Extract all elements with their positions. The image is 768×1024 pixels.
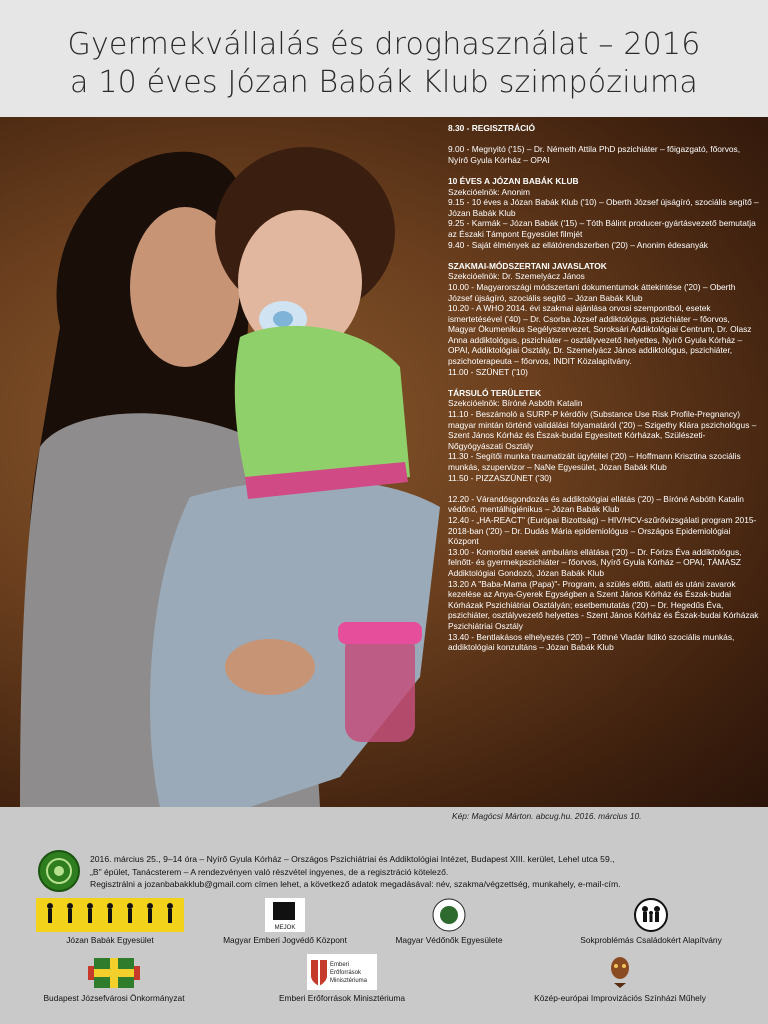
page-title bbox=[0, 0, 768, 102]
program-item: 10.00 - Magyarországi módszertani dokumentumok áttekintése ('20) – Oberth József újságíró, szociális segítő – Józan Babák Klub bbox=[448, 281, 736, 303]
svg-text:Minisztériuma: Minisztériuma bbox=[330, 978, 368, 984]
sponsor-vedonok bbox=[386, 898, 512, 945]
program-schedule bbox=[448, 123, 760, 663]
section-chair: Szekcióelnök: Anonim bbox=[448, 186, 530, 197]
program-item: 9.25 - Karmák – Józan Babák ('15) – Tóth Bálint producer-gyártásvezető bemutatja az Északi Támpont Egyesület filmjét bbox=[448, 218, 756, 239]
event-venue-note: „B" épület, Tanácsterem – A rendezvényen való részvétel ingyenes, de a regisztráció kötelező. bbox=[90, 866, 449, 877]
sponsor-mejok bbox=[205, 898, 365, 945]
event-details bbox=[90, 853, 750, 891]
sponsor-jozsefvaros bbox=[30, 956, 198, 1003]
section-title: 10 ÉVES A JÓZAN BABÁK KLUB bbox=[448, 175, 579, 186]
mejok-logo-icon bbox=[265, 898, 305, 932]
section-10-years bbox=[448, 176, 760, 250]
section-afternoon bbox=[448, 494, 760, 653]
section-chair: Szekcióelnök: Bíróné Asbóth Katalin bbox=[448, 398, 583, 409]
program-item: 10.20 - A WHO 2014. évi szakmai ajánlása orvosi szempontból, esetek ismertetésével ('40) – Dr. Csorba József addiktológus, pszichiáter – főorvos, Magyar Ökumenikus Segélyszervezet, Soroksári Addiktológiai Centrum, Dr. Olasz Anna addiktológus, pszichiáter – osztályvezető helyettes, Nyírő Gyula Kórház – OPAI, Addiktológiai Osztály, Dr. Szemelyácz János addiktológus, pszichiáter, pszichoterapeuta – főorvos, INDIT Közalapítvány. bbox=[448, 303, 752, 367]
section-title: TÁRSULÓ TERÜLETEK bbox=[448, 387, 542, 398]
section-chair: Szekcióelnök: Dr. Szemelyácz János bbox=[448, 271, 585, 282]
sponsor-name: Magyar Védőnők Egyesülete bbox=[395, 935, 503, 945]
family-logo-icon bbox=[630, 898, 672, 932]
sponsor-name: Emberi Erőforrások Minisztériuma bbox=[278, 993, 406, 1003]
coat-of-arms-icon bbox=[86, 956, 142, 990]
event-date-location: 2016. március 25., 9–14 óra – Nyírő Gyula Kórház – Országos Pszichiátriai és Addiktológiai Intézet, Budapest XIII. kerület, Lehel utca 59., bbox=[90, 854, 615, 864]
club-logo-icon bbox=[38, 850, 80, 892]
title-line-1: Gyermekvállalás és droghasználat – 2016 bbox=[67, 27, 701, 62]
section-title: SZAKMAI-MÓDSZERTANI JAVASLATOK bbox=[448, 260, 607, 271]
sponsor-name: Magyar Emberi Jogvédő Központ bbox=[223, 935, 347, 945]
theatre-mask-icon bbox=[605, 954, 635, 990]
program-item: 13.40 - Bentlakásos elhelyezés ('20) – Tóthné Vladár Ildikó szociális munkás, addiktológiai konzultáns – Józan Babák Klub bbox=[448, 631, 735, 653]
program-item: 13.20 A "Baba-Mama (Papa)"- Program, a szülés előtti, alatti és utáni zavarok kezelése az Anya-Gyerek Egységben a Szent János Kórház és Észak-budai Kórházak Pszichiátriai Osztályán; esetbemutatás ('20) – Dr. Hegedűs Éva, pszichiáter, osztályvezető helyettes - Szent János Kórház és Észak-budai Kórházak Pszichiátriai Osztály bbox=[448, 578, 759, 631]
sponsor-name: Budapest Józsefvárosi Önkormányzat bbox=[43, 993, 185, 1003]
sponsor-name: Józan Babák Egyesület bbox=[66, 935, 154, 945]
sponsor-improv-theatre bbox=[505, 954, 735, 1003]
photo-credit: Kép: Magócsi Márton. abcug.hu. 2016. március 10. bbox=[452, 811, 642, 821]
lunch-item: 11.50 - PIZZASZÜNET ('30) bbox=[448, 472, 552, 483]
svg-text:Erőforrások: Erőforrások bbox=[330, 970, 362, 976]
program-item: 9.40 - Saját élmények az ellátórendszerben ('20) – Anonim édesanyák bbox=[448, 239, 708, 250]
title-line-2: a 10 éves Józan Babák Klub szimpóziuma bbox=[70, 65, 698, 100]
sponsor-name: Közép-európai Improvizációs Színházi Műhely bbox=[534, 993, 706, 1003]
section-related-fields bbox=[448, 388, 760, 483]
header bbox=[0, 0, 768, 117]
registration-item: 8.30 - REGISZTRÁCIÓ bbox=[448, 123, 536, 133]
sponsor-sokproblemas bbox=[566, 898, 736, 945]
svg-text:MEJOK: MEJOK bbox=[274, 925, 296, 931]
program-item: 13.00 - Komorbid esetek ambuláns ellátása ('20) – Dr. Fórizs Éva addiktológus, felnőtt- és gyermekpszichiáter – főorvos, Nyírő Gyula Kórház – OPAI, TÁMASZ Addiktológiai Gondozó, Józan Babák Klub bbox=[448, 546, 742, 578]
program-item: 11.10 - Beszámoló a SURP-P kérdőív (Substance Use Risk Profile-Pregnancy) magyar mintán történő validálási folyamatáról ('20) – Szigethy Klára pszichológus – Szent János Kórház és Észak-budai Egyesített Kórházak, Szülészeti-Nőgyógyászati Osztály bbox=[448, 409, 757, 451]
vedonok-logo-icon bbox=[430, 898, 468, 932]
event-registration: Regisztrálni a jozanbabakklub@gmail.com címen lehet, a következő adatok megadásával: név, szakma/végzettség, munkahely, e-mail-cím. bbox=[90, 879, 621, 890]
program-item: 11.30 - Segítői munka traumatizált ügyféllel ('20) – Hoffmann Krisztina szociális munkás, szupervizor – NaNe Egyesület, Józan Babák Klub bbox=[448, 451, 741, 472]
opening-item: 9.00 - Megnyitó ('15) – Dr. Németh Attila PhD pszichiáter – főigazgató, főorvos, Nyírő Gyula Kórház – OPAI bbox=[448, 144, 741, 165]
dancing-figures-logo-icon bbox=[36, 898, 184, 932]
program-item: 12.40 - „HA-REACT" (Európai Bizottság) – HIV/HCV-szűrővizsgálati program 2015-2018-ban ('20) – Dr. Dudás Mária epidemiológus – Országos Epidemiológiai Központ bbox=[448, 514, 757, 547]
section-methodology bbox=[448, 261, 760, 378]
sponsor-jozan-babak bbox=[36, 898, 184, 945]
program-item: 9.15 - 10 éves a Józan Babák Klub ('10) – Oberth József újságíró, szociális segítő – Józan Babák Klub bbox=[448, 197, 759, 218]
svg-text:Emberi: Emberi bbox=[330, 962, 350, 968]
break-item: 11.00 - SZÜNET ('10) bbox=[448, 366, 528, 377]
program-item: 12.20 - Várandósgondozás és addiktológiai ellátás ('20) – Bíróné Asbóth Katalin védőnő, mentálhigiénikus – Józan Babák Klub bbox=[448, 493, 744, 515]
emmi-logo-icon bbox=[307, 954, 377, 990]
sponsor-emmi bbox=[264, 954, 420, 1003]
sponsor-name: Sokproblémás Családokért Alapítvány bbox=[580, 935, 722, 945]
